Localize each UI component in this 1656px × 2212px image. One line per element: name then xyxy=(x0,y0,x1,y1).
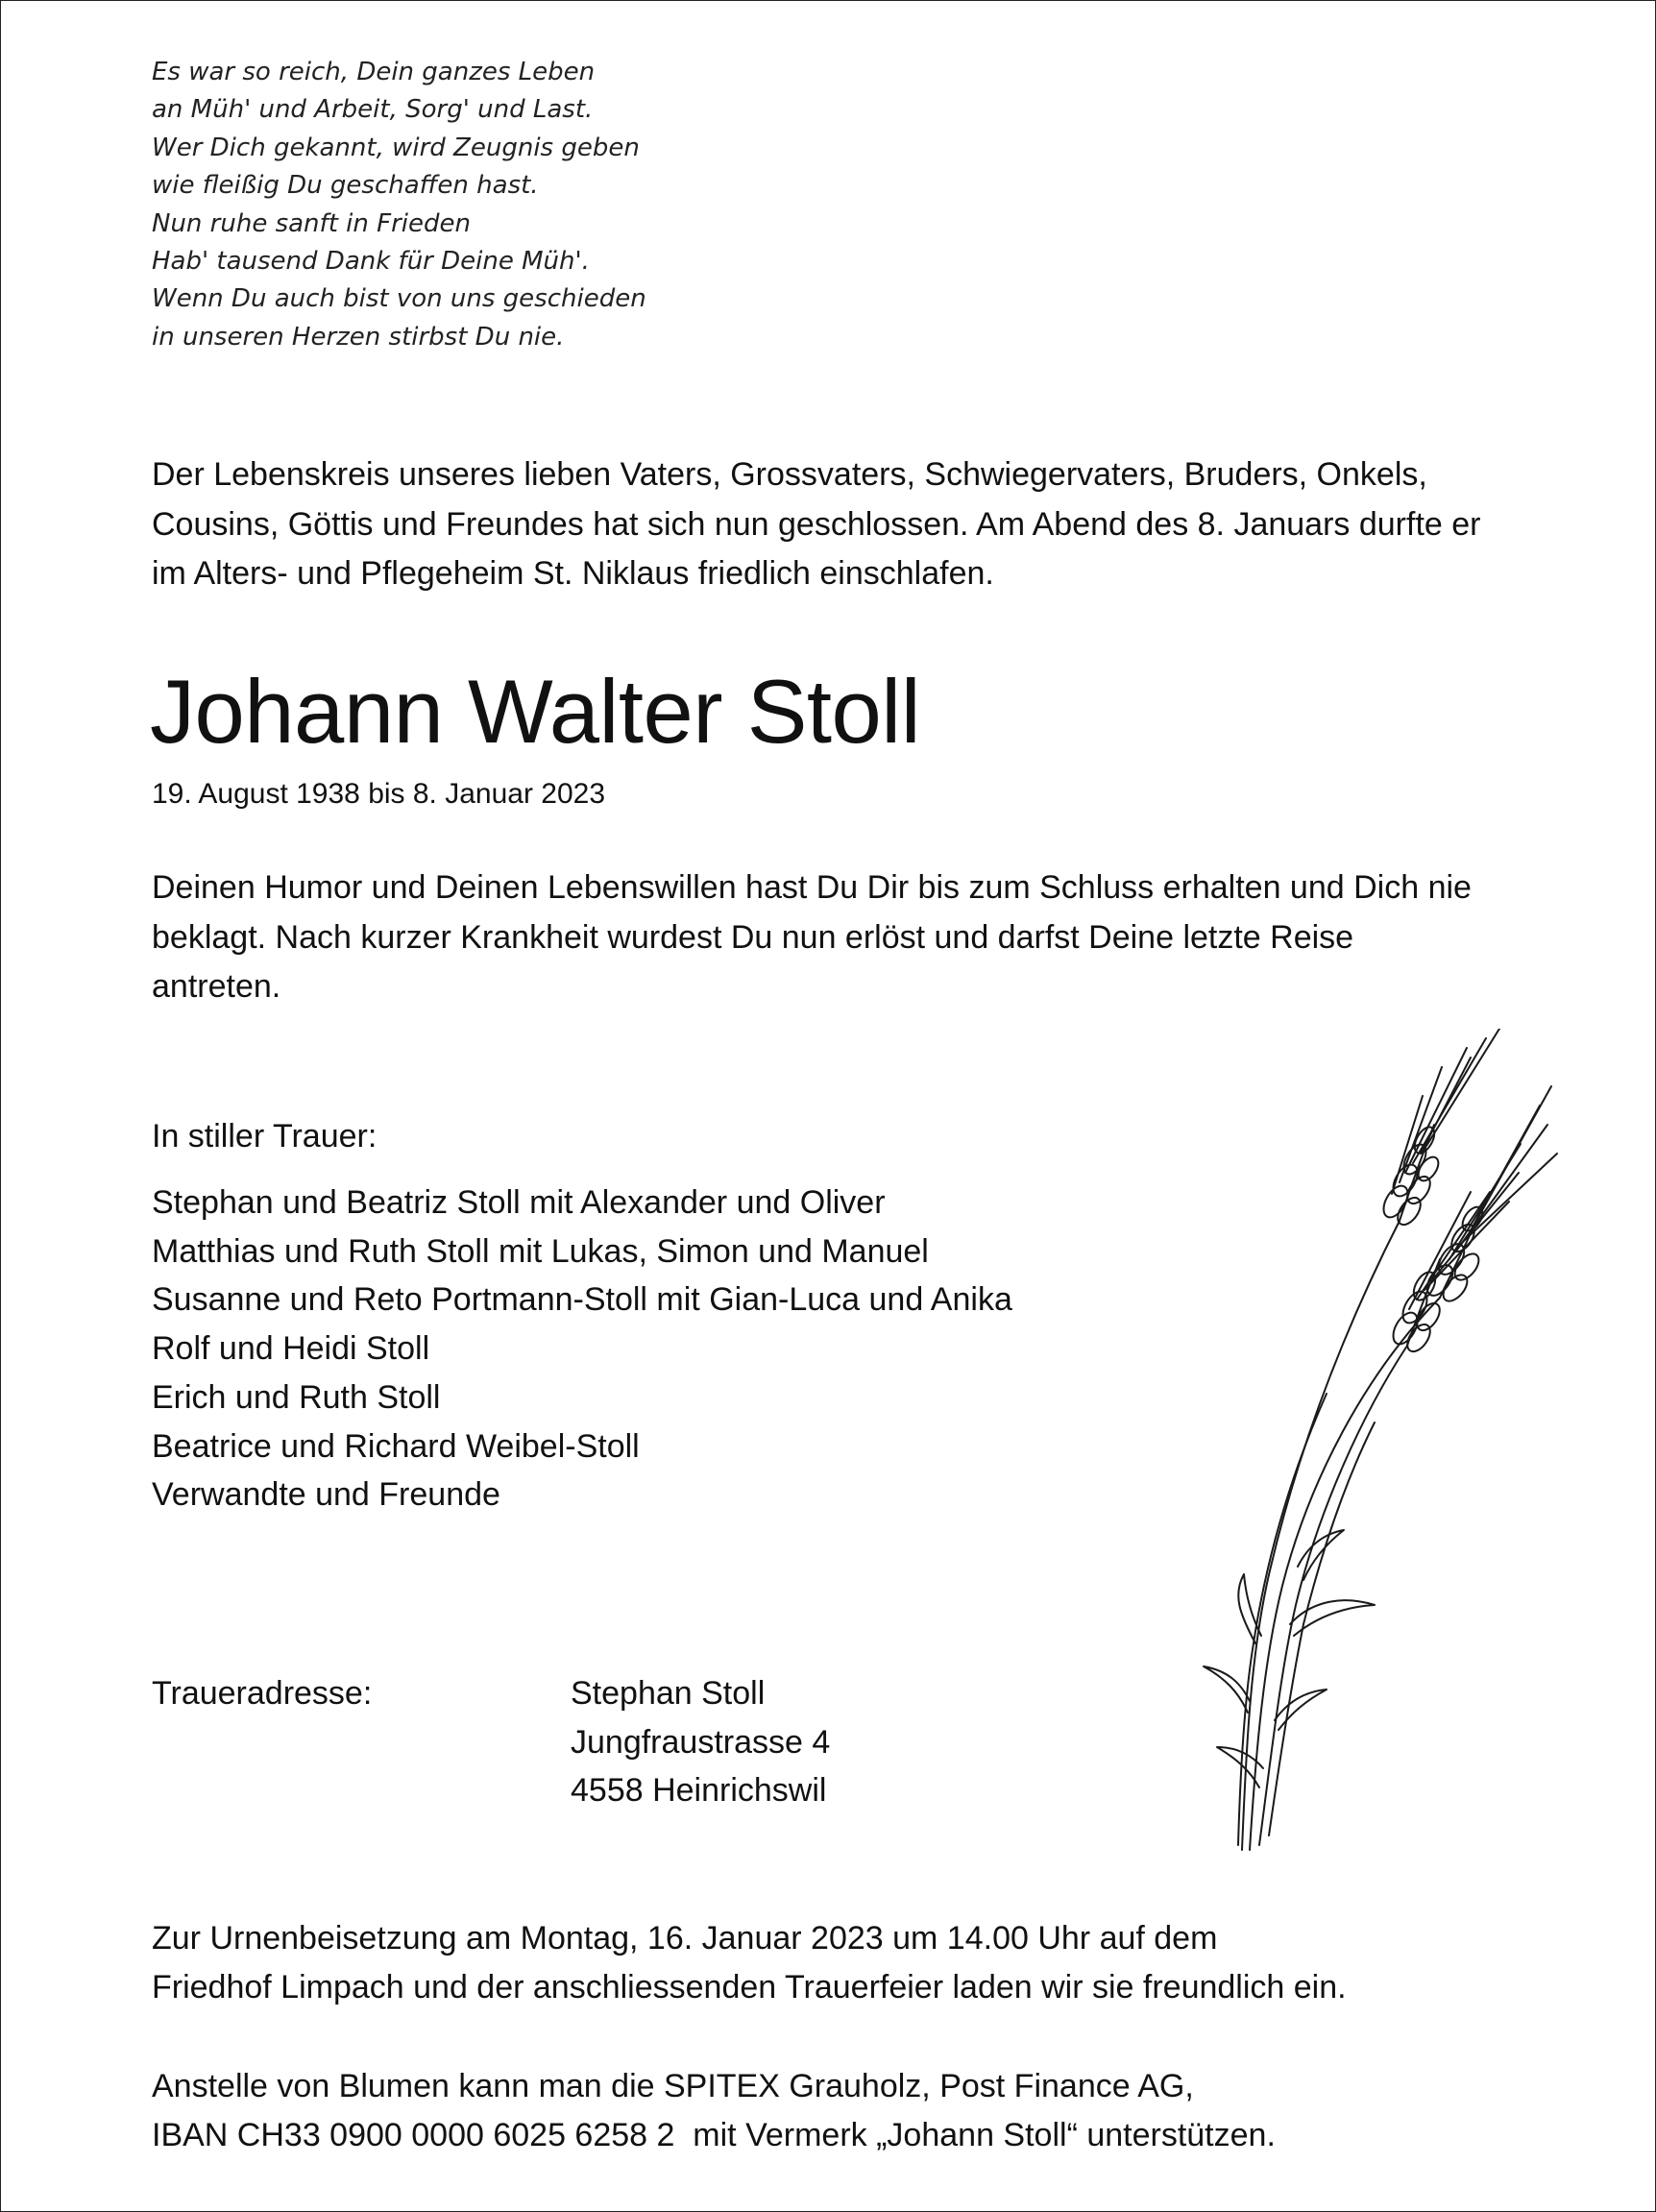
mourning-label: In stiller Trauer: xyxy=(152,1118,377,1155)
deceased-name: Johann Walter Stoll xyxy=(150,661,921,762)
address-name: Stephan Stoll xyxy=(571,1675,766,1712)
mourner-entry: Beatrice und Richard Weibel-Stoll xyxy=(152,1427,640,1465)
address-label: Traueradresse: xyxy=(152,1675,373,1712)
mourner-entry: Susanne und Reto Portmann-Stoll mit Gian-Luca und Anika xyxy=(152,1281,1012,1319)
donation-paragraph xyxy=(152,2062,1276,2160)
mourner-entry: Verwandte und Freunde xyxy=(152,1476,500,1514)
address-street: Jungfraustrasse 4 xyxy=(571,1723,831,1761)
intro-line: Der Lebenskreis unseres lieben Vaters, Grossvaters, Schwiegervaters, Bruders, Onkels, xyxy=(152,456,1427,493)
intro-line: im Alters- und Pflegeheim St. Niklaus friedlich einschlafen. xyxy=(152,555,994,592)
mourner-entry: Rolf und Heidi Stoll xyxy=(152,1330,430,1368)
tribute-line: antreten. xyxy=(152,968,281,1005)
intro-paragraph xyxy=(152,450,1650,599)
poem-line: Es war so reich, Dein ganzes Leben xyxy=(152,58,596,86)
tribute-line: Deinen Humor und Deinen Lebenswillen hast Du Dir bis zum Schluss erhalten und Dich nie xyxy=(152,869,1472,906)
poem-line: an Müh' und Arbeit, Sorg' und Last. xyxy=(152,95,594,125)
tribute-line: beklagt. Nach kurzer Krankheit wurdest Du nun erlöst und darfst Deine letzte Reise xyxy=(152,918,1354,956)
mourner-entry: Erich und Ruth Stoll xyxy=(152,1378,441,1416)
mourner-entry: Matthias und Ruth Stoll mit Lukas, Simon und Manuel xyxy=(152,1232,929,1270)
address-city: 4558 Heinrichswil xyxy=(571,1772,827,1809)
tribute-paragraph xyxy=(152,863,1472,1012)
ceremony-line: Zur Urnenbeisetzung am Montag, 16. Januar 2023 um 14.00 Uhr auf dem xyxy=(152,1920,1218,1957)
life-dates: 19. August 1938 bis 8. Januar 2023 xyxy=(152,778,606,810)
mourning-address xyxy=(571,1669,830,1815)
poem-line: in unseren Herzen stirbst Du nie. xyxy=(152,322,565,352)
poem-line: Wenn Du auch bist von uns geschieden xyxy=(152,284,646,314)
mourners-list xyxy=(152,1179,1012,1519)
poem-line: Hab' tausend Dank für Deine Müh'. xyxy=(152,247,590,277)
poem-line: Nun ruhe sanft in Frieden xyxy=(152,208,471,238)
intro-line: Cousins, Göttis und Freundes hat sich nun geschlossen. Am Abend des 8. Januars durfte er xyxy=(152,505,1481,543)
donation-line: Anstelle von Blumen kann man die SPITEX Grauholz, Post Finance AG, xyxy=(152,2068,1194,2104)
poem-line: Wer Dich gekannt, wird Zeugnis geben xyxy=(152,133,640,162)
donation-line: IBAN CH33 0900 0000 6025 6258 2 mit Vermerk „Johann Stoll“ unterstützen. xyxy=(152,2117,1276,2153)
poem xyxy=(152,54,646,356)
ceremony-paragraph xyxy=(152,1914,1347,2012)
poem-line: wie fleißig Du geschaffen hast. xyxy=(152,171,539,201)
ceremony-line: Friedhof Limpach und der anschliessenden Trauerfeier laden wir sie freundlich ein. xyxy=(152,1969,1347,2005)
mourner-entry: Stephan und Beatriz Stoll mit Alexander und Oliver xyxy=(152,1184,886,1221)
wheat-ears-icon xyxy=(1182,1029,1567,1855)
